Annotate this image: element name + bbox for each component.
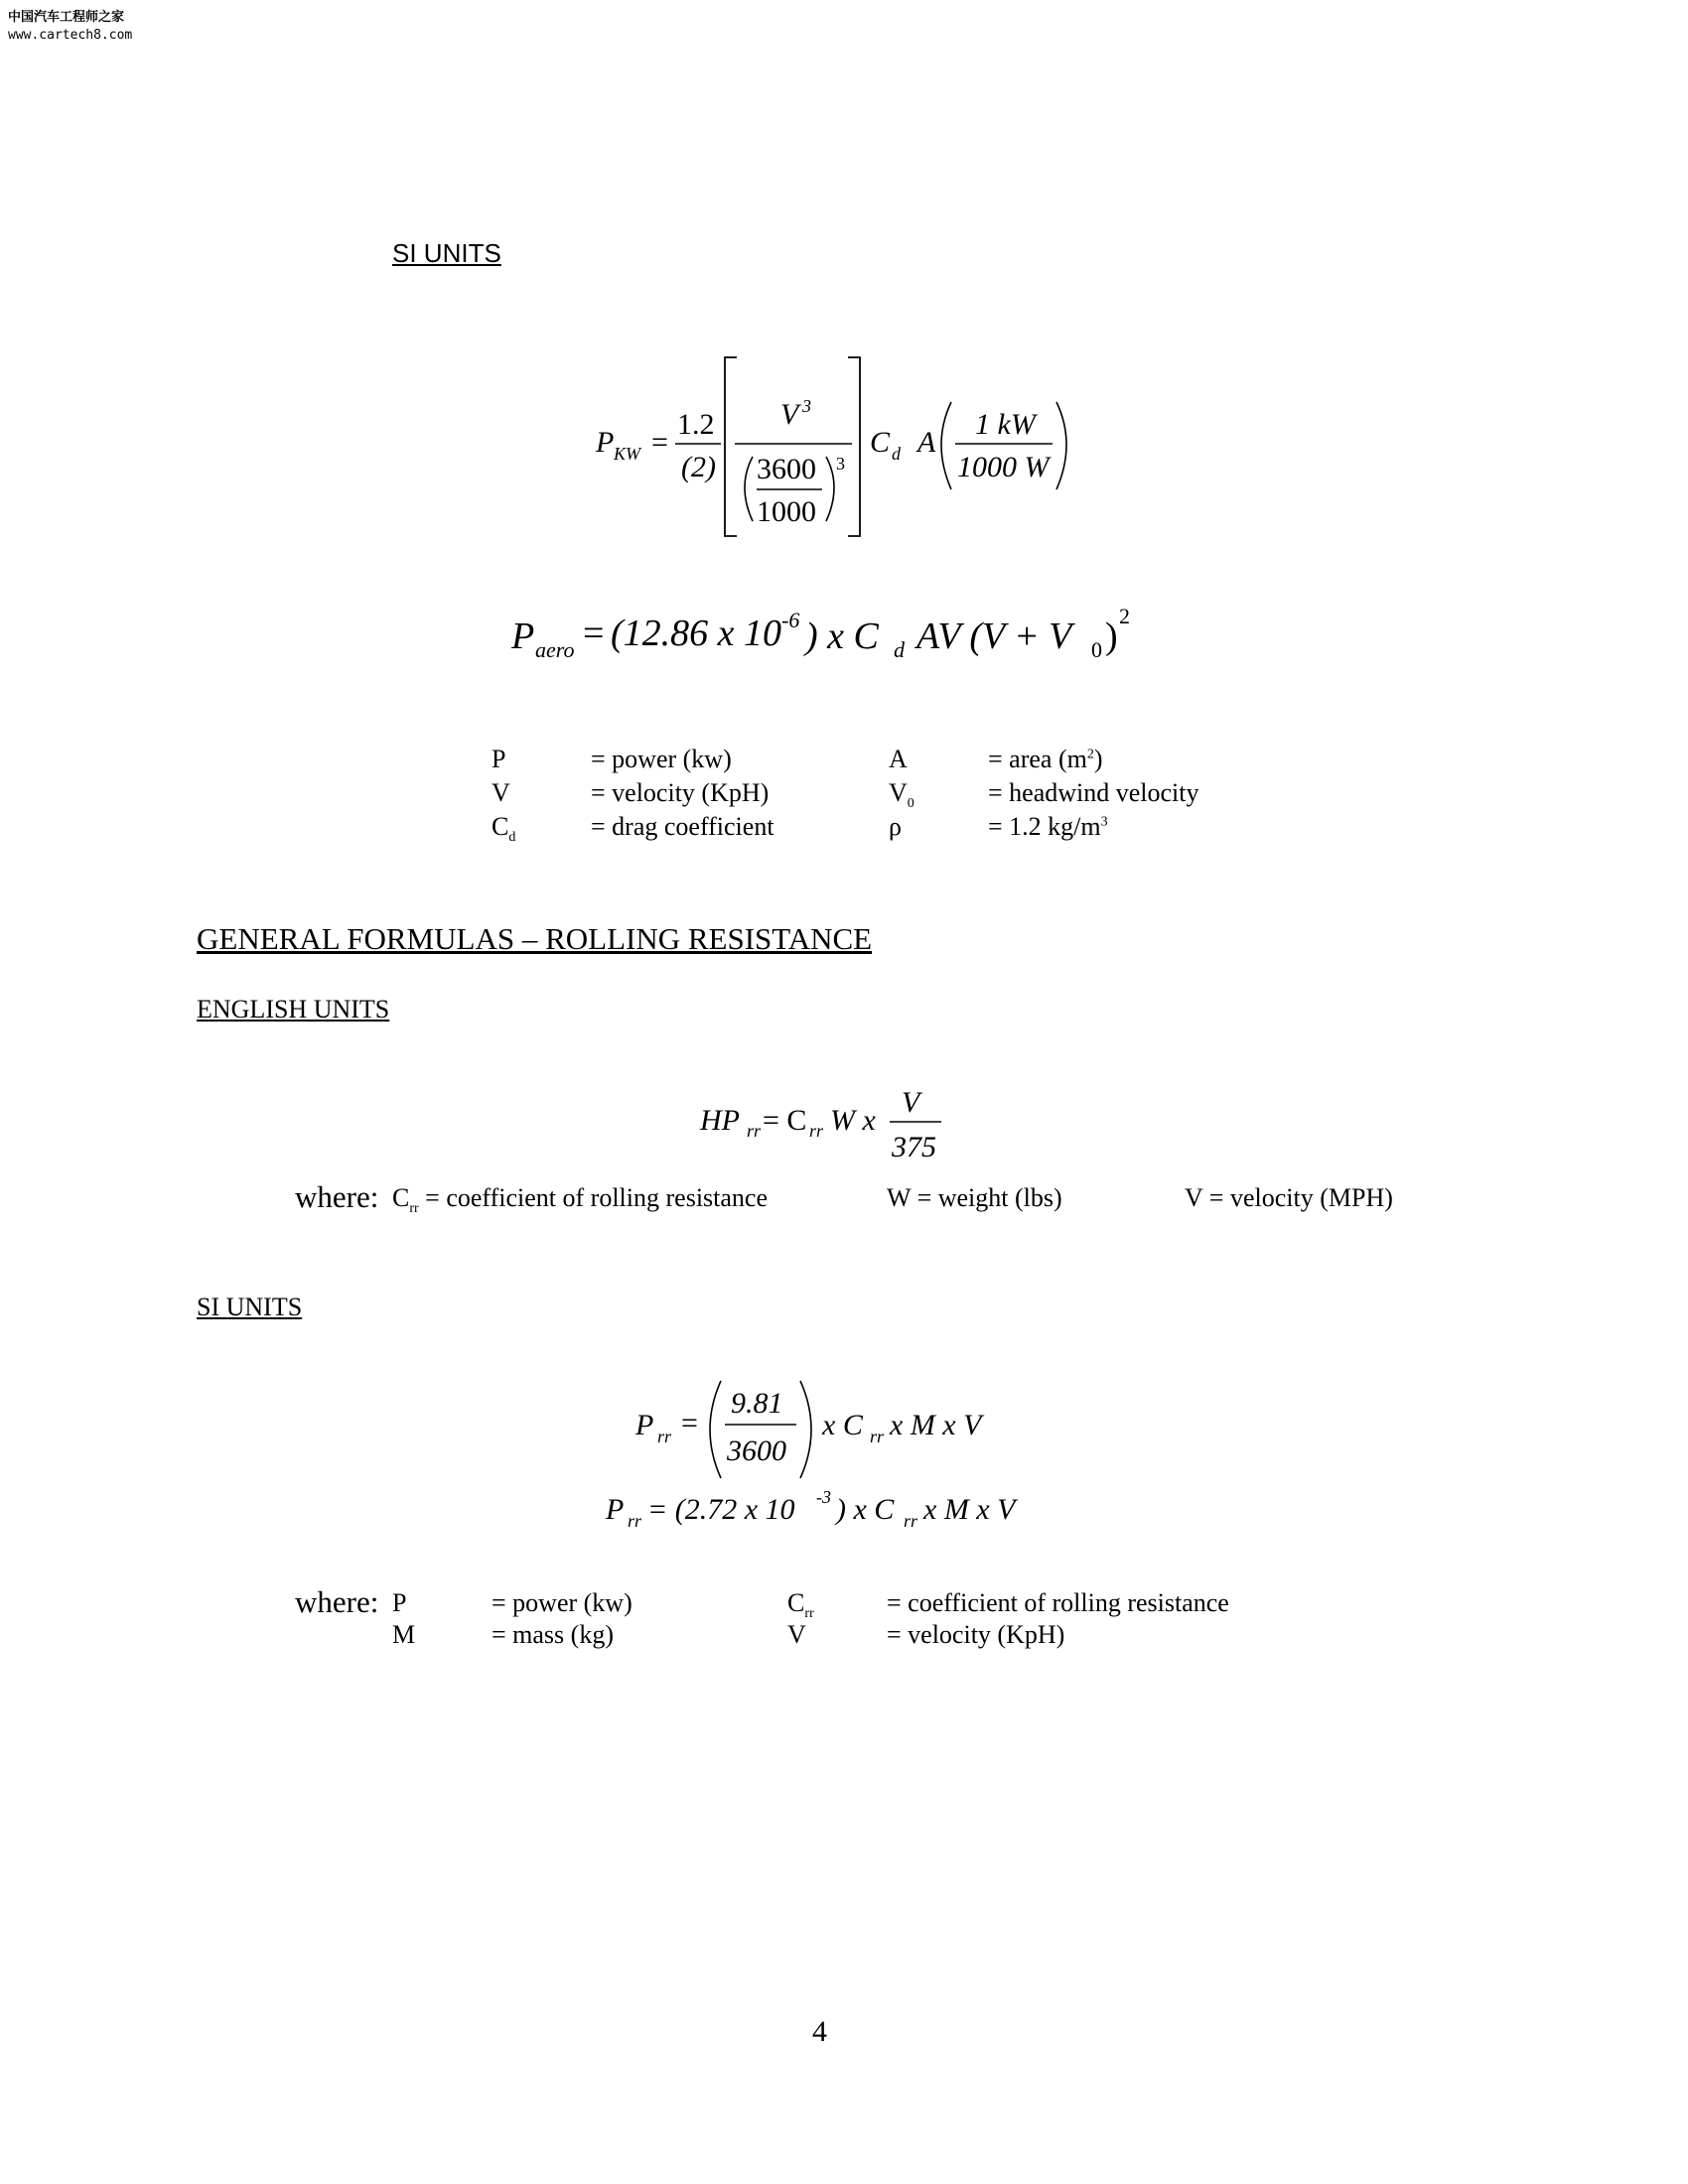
equation-p-rr-coefficient: [596, 1479, 1053, 1539]
equation-hp-rr: [695, 1077, 993, 1176]
si-units-heading-aero: SI UNITS: [392, 238, 501, 268]
eq1-a: A: [917, 426, 936, 459]
page-number: 4: [812, 2015, 827, 2048]
legend-sym-v: V: [492, 778, 510, 807]
equation-power-kw: [586, 352, 1102, 541]
legend-sym-cd: $C_d$: [492, 812, 516, 846]
eq2-coef-exp: -6: [781, 608, 800, 632]
legend-def-a: = area $(m^2)$: [988, 745, 1103, 773]
eq-si2-coef: = (2.72 x 10: [647, 1493, 795, 1526]
eq-si1-num: 9.81: [731, 1387, 783, 1420]
where-si-def-p: = power (kw): [492, 1588, 633, 1617]
eq1-inner-exp: 3: [836, 454, 845, 474]
eq-en-num: V: [902, 1086, 920, 1119]
legend-def-p: = power (kw): [591, 745, 732, 773]
where-label-english: where:: [295, 1179, 379, 1214]
watermark-site-name: 中国汽车工程师之家: [8, 10, 125, 25]
eq-en-rhs-b: W x: [830, 1104, 876, 1137]
eq-si2-rest-a: ) x C: [836, 1493, 895, 1526]
eq2-mid: ) x C: [805, 615, 879, 657]
english-units-heading: ENGLISH UNITS: [197, 995, 390, 1024]
rolling-resistance-heading: GENERAL FORMULAS – ROLLING RESISTANCE: [197, 921, 873, 956]
eq-si1-rest-sub: rr: [870, 1427, 885, 1446]
eq1-lhs-sub: KW: [614, 444, 640, 464]
eq1-conv-num: 1 kW: [975, 408, 1036, 441]
eq2-close: ): [1105, 615, 1118, 657]
eq1-inner-num: 3600: [757, 453, 816, 485]
legend-def-cd: = drag coefficient: [591, 812, 774, 841]
equation-power-aero: [501, 594, 1177, 673]
svg-text:=: =: [651, 426, 668, 459]
where-english-item-w: W = weight (lbs): [887, 1183, 1062, 1212]
eq2-rest: AV (V + V: [916, 615, 1072, 657]
legend-def-v0: = headwind velocity: [988, 778, 1199, 807]
where-si-sym-v: V: [787, 1620, 806, 1649]
eq-en-den: 375: [892, 1131, 936, 1163]
eq-si1-rest-b: x M x V: [890, 1409, 982, 1441]
eq-en-rhs-a: = C: [763, 1104, 807, 1137]
legend-sym-v0: $V_0$: [889, 778, 914, 812]
eq-en-rhs-sub: rr: [809, 1121, 824, 1141]
watermark-url: www.cartech8.com: [8, 28, 133, 43]
where-si-sym-crr: $C_{rr}$: [787, 1588, 814, 1622]
eq-si2-lhs-sub: rr: [628, 1511, 642, 1531]
where-english-item-v: V = velocity (MPH): [1185, 1183, 1393, 1212]
svg-text:=: =: [681, 1407, 698, 1439]
legend-sym-p: P: [492, 745, 506, 773]
legend-def-rho: = 1.2 $kg/m^3$: [988, 812, 1108, 841]
where-si-sym-p: P: [392, 1588, 407, 1617]
legend-sym-rho: ρ: [889, 812, 902, 841]
where-english-item-crr: $C_{rr}$ = coefficient of rolling resistance: [392, 1183, 769, 1217]
where-label-si: where:: [295, 1584, 379, 1619]
eq2-rest-sub: 0: [1091, 637, 1102, 662]
eq-si2-lhs: P: [606, 1493, 625, 1526]
eq1-lhs: P: [596, 426, 615, 459]
eq-en-lhs-sub: rr: [747, 1121, 762, 1141]
eq-si1-den: 3600: [727, 1434, 786, 1467]
eq-en-lhs: HP: [700, 1104, 740, 1137]
where-si-def-m: = mass (kg): [492, 1620, 614, 1649]
eq2-lhs-sub: aero: [535, 637, 575, 662]
eq-si1-lhs: P: [635, 1409, 654, 1441]
eq2-close-exp: 2: [1119, 604, 1130, 628]
legend-def-v: = velocity (KpH): [591, 778, 770, 807]
eq1-cd-sub: d: [892, 444, 901, 464]
eq-si2-rest-sub: rr: [904, 1511, 918, 1531]
eq2-mid-sub: d: [894, 637, 905, 662]
legend-sym-a: A: [889, 745, 908, 773]
eq2-coef: (12.86 x 10: [611, 613, 782, 654]
eq1-inner-den: 1000: [757, 495, 816, 528]
eq2-lhs: P: [511, 615, 535, 657]
eq1-v-exp: 3: [802, 396, 811, 416]
eq-si1-lhs-sub: rr: [657, 1427, 672, 1446]
where-si-def-v: = velocity (KpH): [887, 1620, 1065, 1649]
where-si-def-crr: = coefficient of rolling resistance: [887, 1588, 1229, 1617]
eq-si2-coef-exp: -3: [816, 1487, 831, 1507]
eq1-frac1-den: (2): [681, 451, 716, 483]
eq1-cd: C: [870, 426, 891, 459]
svg-text:=: =: [583, 613, 605, 654]
si-units-heading-rolling: SI UNITS: [197, 1293, 303, 1321]
eq1-frac1-num: 1.2: [677, 408, 715, 441]
eq1-v: V: [780, 398, 799, 431]
eq-si1-rest-a: x C: [822, 1409, 863, 1441]
where-si-sym-m: M: [392, 1620, 416, 1649]
equation-p-rr-fraction: [626, 1375, 1023, 1484]
eq-si2-rest-b: x M x V: [923, 1493, 1016, 1526]
eq1-conv-den: 1000 W: [957, 451, 1050, 483]
